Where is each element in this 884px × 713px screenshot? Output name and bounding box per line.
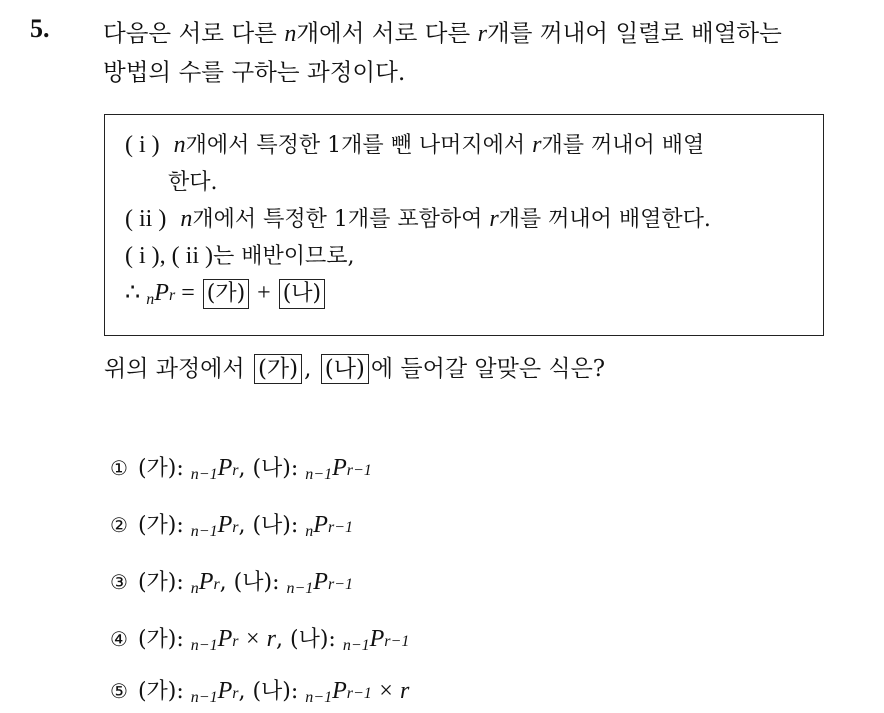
step-disjoint: ( i ), ( ii )는 배반이므로, xyxy=(125,243,355,269)
choice-5[interactable]: ⑤ (가): n−1Pr, (나): n−1Pr−1 × r xyxy=(110,678,410,706)
question-stem: 다음은 서로 다른 n개에서 서로 다른 r개를 꺼내어 일렬로 배열하는 방법의 수를 구하는 과정이다. xyxy=(103,19,782,86)
prompt-blank-na: (나) xyxy=(321,354,369,384)
choice-1[interactable]: ① (가): n−1Pr, (나): n−1Pr−1 xyxy=(110,455,372,483)
process-box xyxy=(104,114,824,336)
step-i: ( i ) n개에서 특정한 1개를 뺀 나머지에서 r개를 꺼내어 배열 xyxy=(125,132,705,158)
step-ii: ( ii ) n개에서 특정한 1개를 포함하여 r개를 꺼내어 배열한다. xyxy=(125,206,711,232)
blank-na: (나) xyxy=(279,279,325,309)
step-i-continued: 한다. xyxy=(168,170,218,195)
question-prompt: 위의 과정에서 (가) , (나) 에 들어갈 알맞은 식은? xyxy=(104,356,606,382)
prompt-blank-ga: (가) xyxy=(254,354,302,384)
therefore-symbol: ∴ xyxy=(125,280,147,306)
blank-ga: (가) xyxy=(203,279,249,309)
formula-line: ∴ nPr = (가) + (나) xyxy=(125,275,711,318)
choice-3[interactable]: ③ (가): nPr, (나): n−1Pr−1 xyxy=(110,569,353,597)
choice-2[interactable]: ② (가): n−1Pr, (나): nPr−1 xyxy=(110,512,353,540)
question-number: 5. xyxy=(30,14,50,43)
choice-4[interactable]: ④ (가): n−1Pr × r, (나): n−1Pr−1 xyxy=(110,626,410,654)
